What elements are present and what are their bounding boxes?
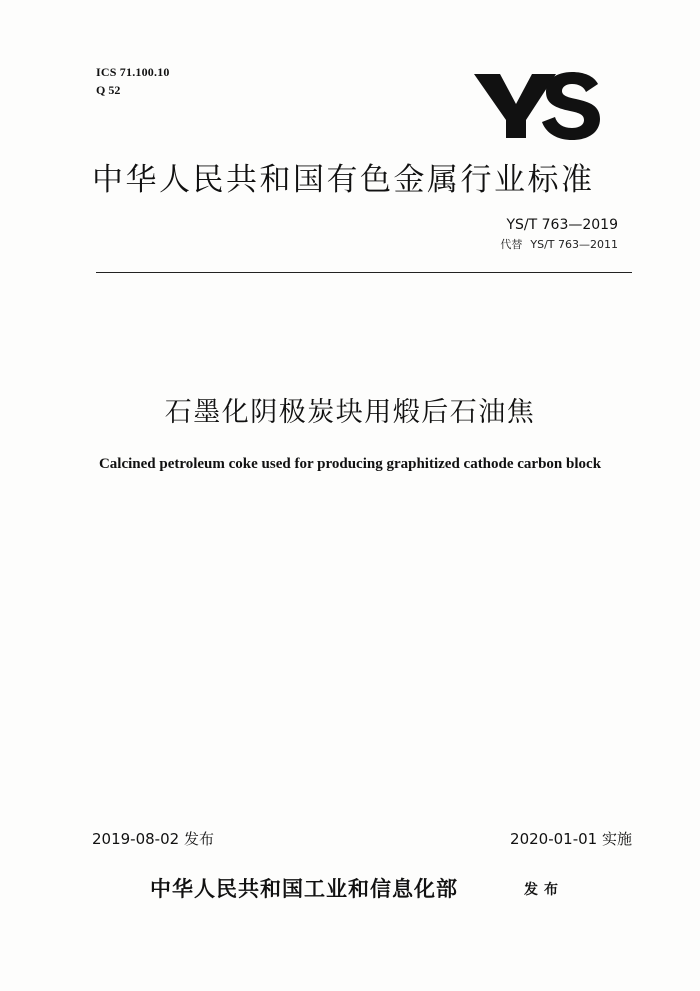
effective-date: 2020-01-01 实施 <box>510 830 632 848</box>
standard-number: YS/T 763—2019 <box>506 217 618 233</box>
chinese-title: 石墨化阴极炭块用煅后石油焦 <box>164 397 536 428</box>
issue-date: 2019-08-02 发布 <box>92 830 214 848</box>
replaces-number: YS/T 763—2011 <box>530 238 618 251</box>
ics-code: ICS 71.100.10 <box>96 65 170 79</box>
ccs-code: Q 52 <box>96 83 121 97</box>
ys-logo <box>470 60 610 152</box>
standard-category-title: 中华人民共和国有色金属行业标准 <box>92 162 595 198</box>
ys-logo-letter-s <box>542 72 600 140</box>
english-title: Calcined petroleum coke used for producing graphitized cathode carbon block <box>98 456 602 472</box>
publisher: 中华人民共和国工业和信息化部 <box>150 877 458 901</box>
replaces-line <box>500 238 618 252</box>
header-divider <box>96 272 632 273</box>
replaces-label: 代替 <box>500 238 523 251</box>
ys-logo-letter-y <box>474 74 556 138</box>
publish-label: 发布 <box>524 882 564 898</box>
